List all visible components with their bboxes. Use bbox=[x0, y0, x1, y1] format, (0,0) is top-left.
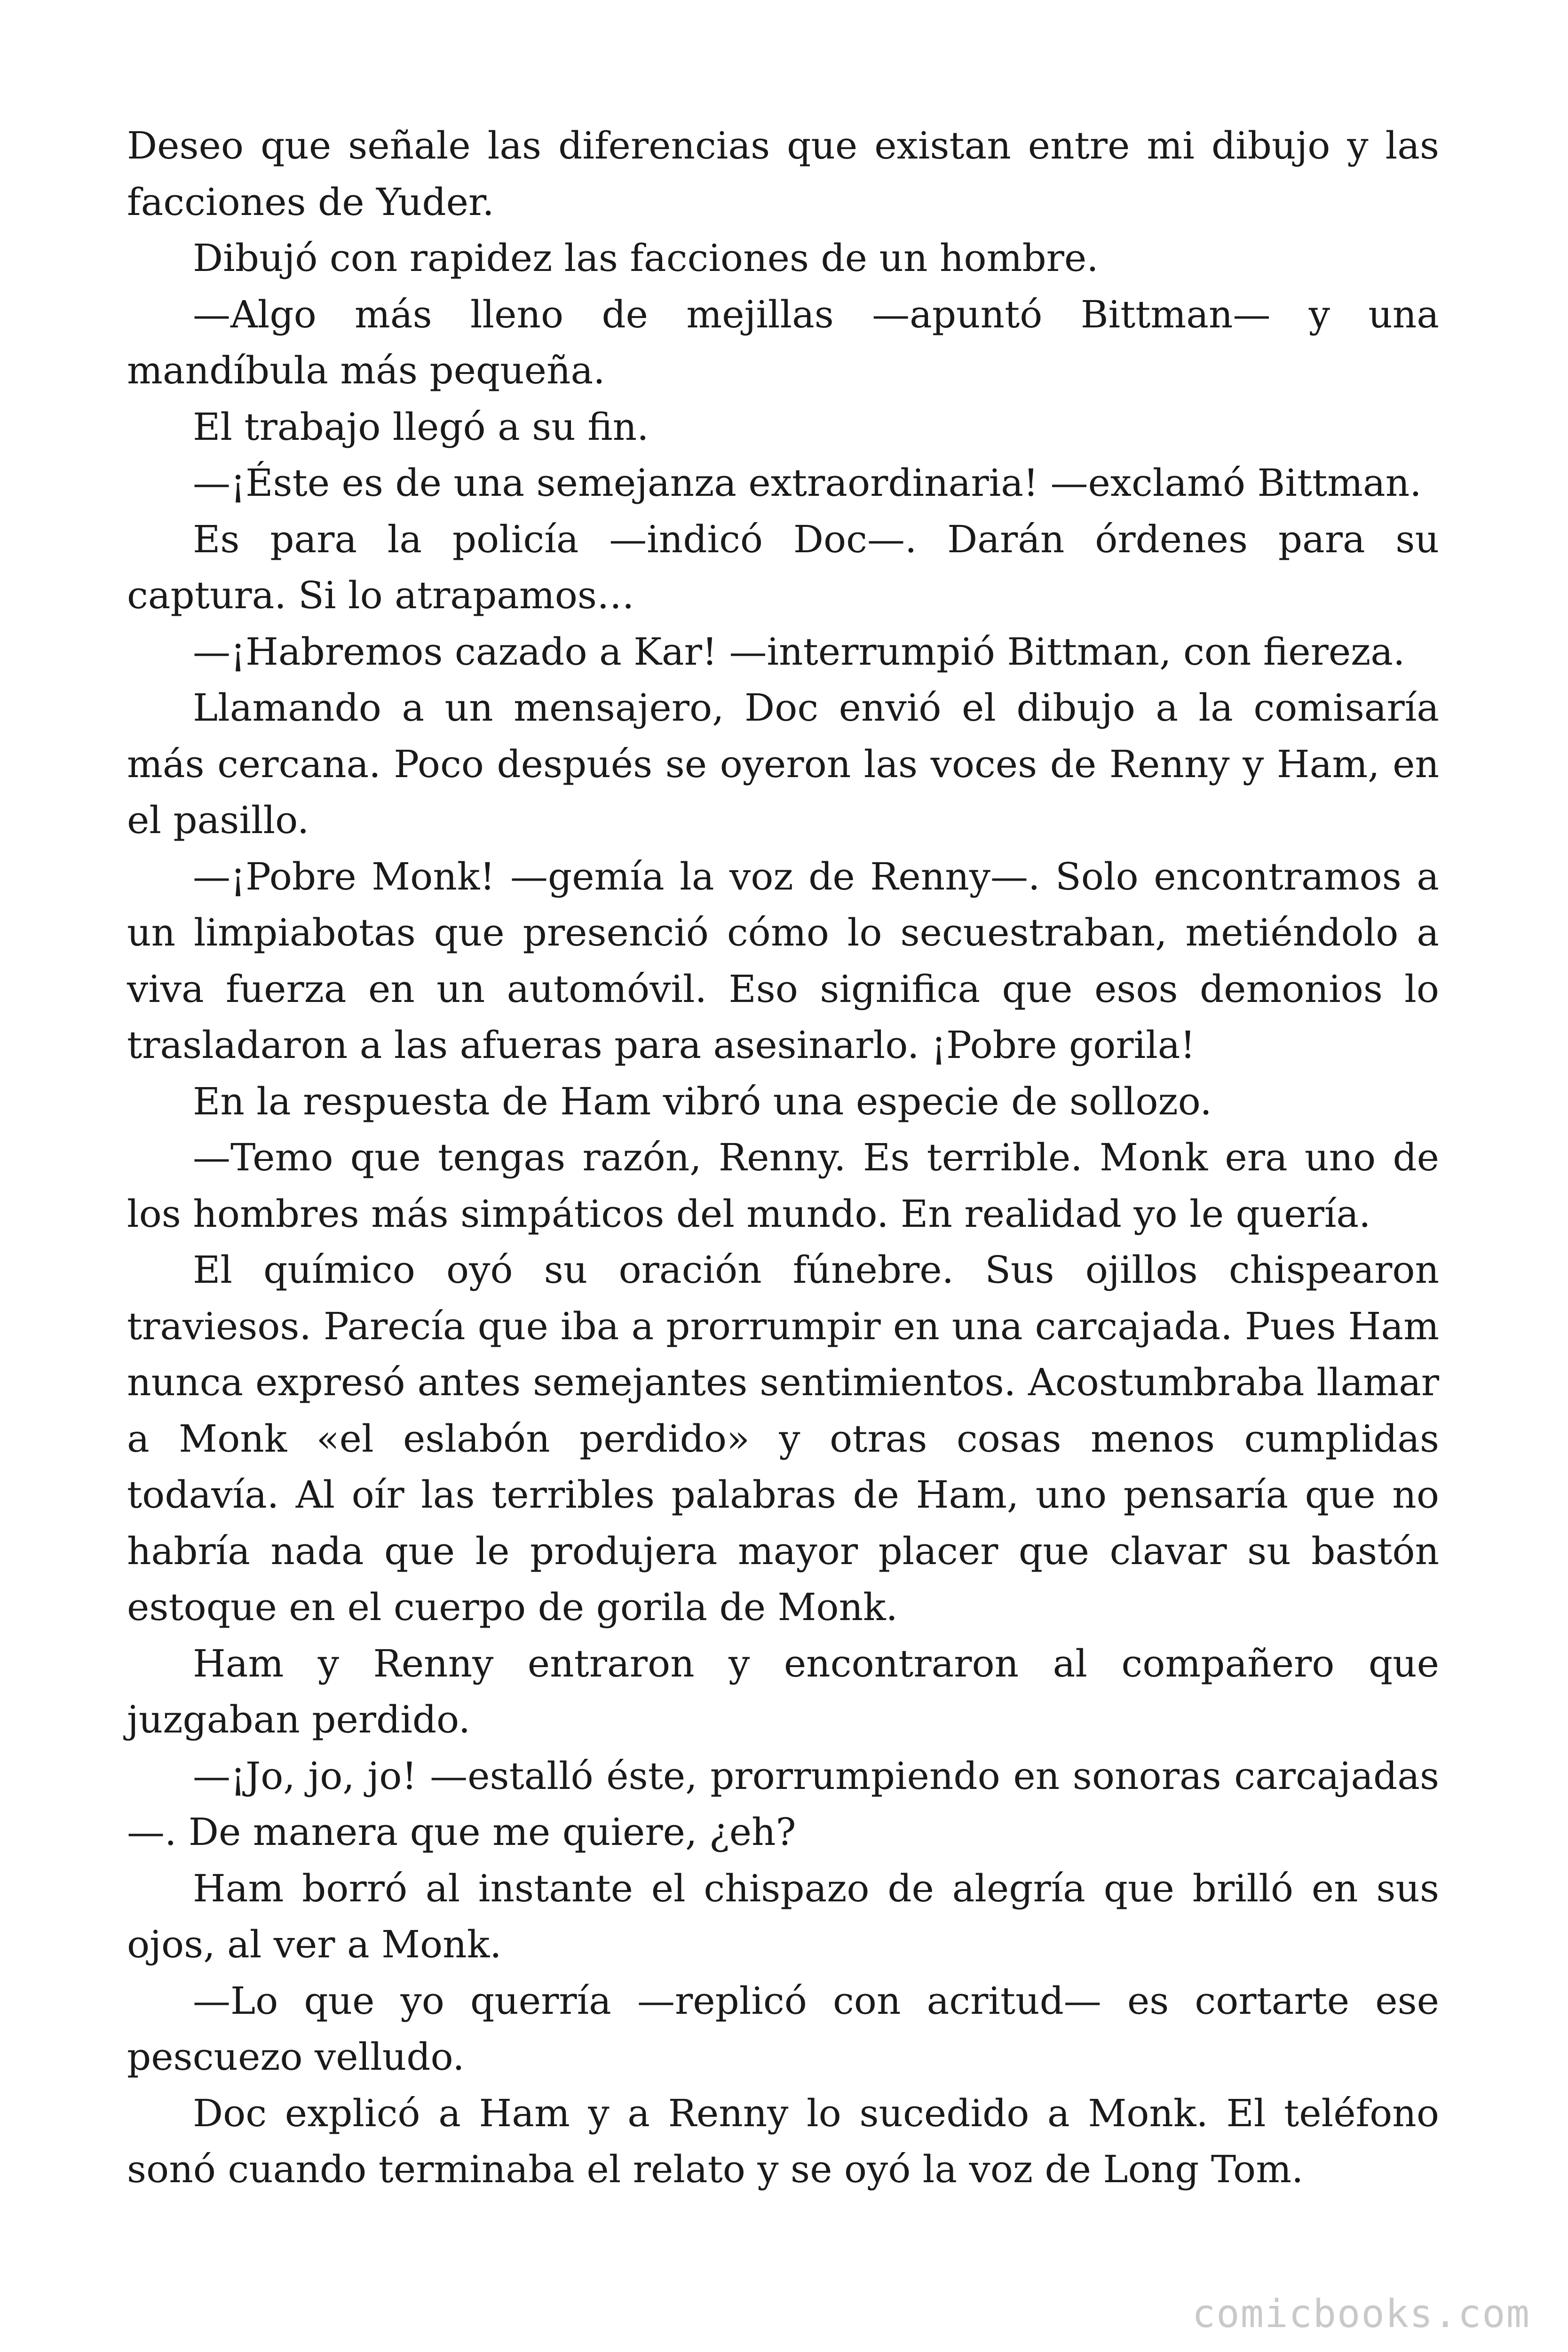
paragraph-16: —Lo que yo querría —replicó con acritud— es cortarte ese pescuezo velludo. bbox=[127, 1979, 1439, 2079]
watermark-text: comicbooks.com bbox=[1192, 2292, 1530, 2336]
paragraph-5: —¡Éste es de una semejanza extraordinaria! —exclamó Bittman. bbox=[193, 461, 1422, 505]
paragraph-6: Es para la policía —indicó Doc—. Darán órdenes para su captura. Si lo atrapamos… bbox=[127, 517, 1439, 617]
paragraph-10: En la respuesta de Ham vibró una especie de sollozo. bbox=[193, 1079, 1212, 1123]
paragraph-17: Doc explicó a Ham y a Renny lo sucedido a Monk. El teléfono sonó cuando terminaba el relato y se oyó la voz de Long Tom. bbox=[127, 2091, 1439, 2191]
paragraph-1: Deseo que señale las diferencias que existan entre mi dibujo y las facciones de Yuder. bbox=[127, 124, 1439, 224]
paragraph-9: —¡Pobre Monk! —gemía la voz de Renny—. Solo encontramos a un limpiabotas que presenció cómo lo secuestraban, metiéndolo a viva fuerza en un automóvil. Eso significa que esos demonios lo trasladaron a las afueras para asesinarlo. ¡Pobre gorila! bbox=[127, 854, 1439, 1067]
paragraph-2: Dibujó con rapidez las facciones de un hombre. bbox=[193, 236, 1099, 280]
paragraph-14: —¡Jo, jo, jo! —estalló éste, prorrumpiendo en sonoras carcajadas—. De manera que me quiere, ¿eh? bbox=[127, 1754, 1439, 1854]
paragraph-13: Ham y Renny entraron y encontraron al compañero que juzgaban perdido. bbox=[127, 1641, 1439, 1741]
paragraph-15: Ham borró al instante el chispazo de alegría que brilló en sus ojos, al ver a Monk. bbox=[127, 1866, 1439, 1966]
paragraph-3: —Algo más lleno de mejillas —apuntó Bittman— y una mandíbula más pequeña. bbox=[127, 292, 1439, 392]
paragraph-11: —Temo que tengas razón, Renny. Es terrible. Monk era uno de los hombres más simpáticos del mundo. En realidad yo le quería. bbox=[127, 1136, 1439, 1236]
paragraph-12: El químico oyó su oración fúnebre. Sus ojillos chispearon traviesos. Parecía que iba a prorrumpir en una carcajada. Pues Ham nunca expresó antes semejantes sentimientos. Acostumbraba llamar a Monk «el eslabón perdido» y otras cosas menos cumplidas todavía. Al oír las terribles palabras de Ham, uno pensaría que no habría nada que le produjera mayor placer que clavar su bastón estoque en el cuerpo de gorila de Monk. bbox=[127, 1248, 1439, 1629]
paragraph-7: —¡Habremos cazado a Kar! —interrumpió Bittman, con fiereza. bbox=[193, 629, 1405, 674]
body-text bbox=[127, 118, 1439, 2198]
paragraph-8: Llamando a un mensajero, Doc envió el dibujo a la comisaría más cercana. Poco después se oyeron las voces de Renny y Ham, en el pasillo. bbox=[127, 686, 1439, 842]
paragraph-4: El trabajo llegó a su fin. bbox=[193, 405, 649, 449]
